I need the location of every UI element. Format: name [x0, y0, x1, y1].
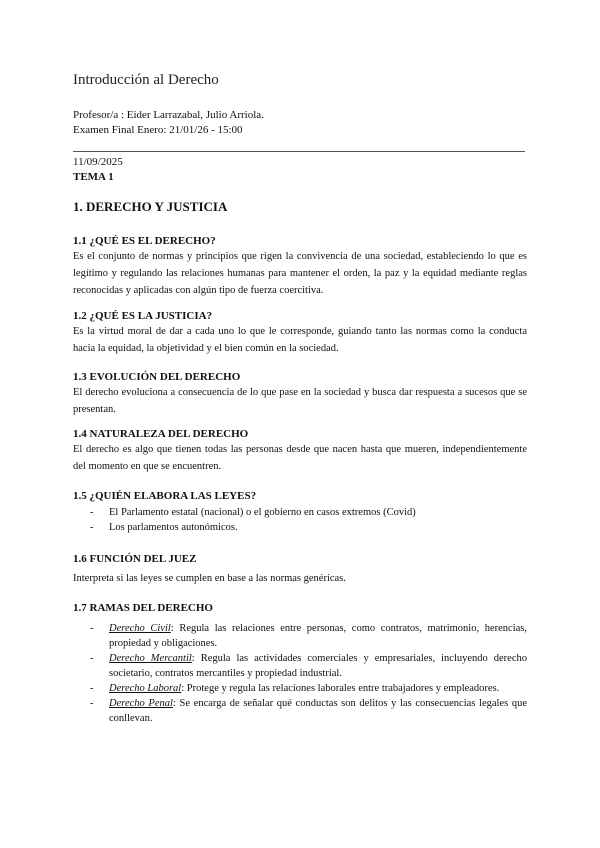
section-1-4 — [73, 427, 527, 475]
section-heading: 1.4 NATURALEZA DEL DERECHO — [73, 428, 249, 440]
tema-heading: TEMA 1 — [73, 171, 114, 183]
date-line: 11/09/2025 — [73, 156, 123, 168]
list-item-text: Los parlamentos autonómicos. — [109, 522, 238, 533]
section-1-1 — [73, 234, 527, 299]
bullet-list — [73, 505, 527, 535]
section-1-3 — [73, 370, 527, 418]
branch-description: : Protege y regula las relaciones laborales entre trabajadores y empleadores. — [181, 683, 500, 694]
section-1-6 — [73, 552, 527, 587]
list-item: - El Parlamento estatal (nacional) o el gobierno en casos extremos (Covid) — [90, 507, 416, 518]
section-1-2 — [73, 309, 527, 357]
section-paragraph: El derecho evoluciona a consecuencia de lo que pase en la sociedad y busca dar respuesta a sucesos que se presentan. — [73, 387, 527, 415]
section-heading: 1.5 ¿QUIÉN ELABORA LAS LEYES? — [73, 490, 257, 502]
section-heading: 1.2 ¿QUÉ ES LA JUSTICIA? — [73, 310, 213, 322]
list-item: - Derecho Civil: Regula las relaciones entre personas, como contratos, matrimonio, herencias, propiedad y obligaciones. — [90, 623, 527, 649]
section-paragraph: Interpreta si las leyes se cumplen en base a las normas genéricas. — [73, 573, 346, 584]
section-paragraph: Es la virtud moral de dar a cada uno lo que le corresponde, guiando tanto las normas como la conducta hacia la equidad, la objetividad y el bien común en la sociedad. — [73, 326, 527, 354]
list-item: - Derecho Mercantil: Regula las actividades comerciales y empresariales, incluyendo derecho societario, contratos mercantiles y propiedad industrial. — [90, 653, 528, 679]
exam-line: Examen Final Enero: 21/01/26 - 15:00 — [73, 124, 243, 136]
section-heading: 1.3 EVOLUCIÓN DEL DERECHO — [73, 371, 241, 383]
branch-description: : Regula las actividades comerciales y empresariales, incluyendo derecho societario, contratos mercantiles y propiedad industrial. — [109, 653, 528, 679]
main-heading: 1. DERECHO Y JUSTICIA — [73, 199, 228, 214]
branch-term: Derecho Penal — [109, 698, 173, 709]
section-1-5 — [73, 489, 527, 535]
branches-list — [73, 621, 527, 726]
list-item: - Derecho Laboral: Protege y regula las relaciones laborales entre trabajadores y empleadores. — [90, 683, 500, 694]
document-page — [73, 70, 527, 726]
section-heading: 1.7 RAMAS DEL DERECHO — [73, 602, 213, 614]
branch-term: Derecho Laboral — [109, 683, 182, 694]
list-item: - Los parlamentos autonómicos. — [90, 522, 238, 533]
branch-term: Derecho Mercantil — [109, 653, 192, 664]
branch-description: : Regula las relaciones entre personas, como contratos, matrimonio, herencias, propiedad y obligaciones. — [109, 623, 527, 649]
list-item: - Derecho Penal: Se encarga de señalar qué conductas son delitos y las consecuencias legales que conllevan. — [90, 698, 527, 724]
document-title: Introducción al Derecho — [73, 72, 219, 88]
section-heading: 1.6 FUNCIÓN DEL JUEZ — [73, 553, 197, 565]
branch-term: Derecho Civil — [109, 623, 171, 634]
section-1-7 — [73, 601, 527, 726]
section-paragraph: El derecho es algo que tienen todas las personas desde que nacen hasta que mueren, independientemente del momento en que se encuentren. — [73, 444, 527, 472]
professor-line: Profesor/a : Eider Larrazabal, Julio Arriola. — [73, 109, 264, 121]
section-paragraph: Es el conjunto de normas y principios que rigen la convivencia de una sociedad, estableciendo lo que es legítimo y regulando las relaciones humanas para mantener el orden, la paz y la equidad mediante reglas reconocidas y aplicadas con algún tipo de fuerza coercitiva. — [73, 251, 527, 296]
list-item-text: El Parlamento estatal (nacional) o el gobierno en casos extremos (Covid) — [109, 507, 416, 518]
horizontal-divider — [73, 151, 525, 152]
branch-description: : Se encarga de señalar qué conductas son delitos y las consecuencias legales que conllevan. — [109, 698, 527, 724]
section-heading: 1.1 ¿QUÉ ES EL DERECHO? — [73, 235, 216, 247]
